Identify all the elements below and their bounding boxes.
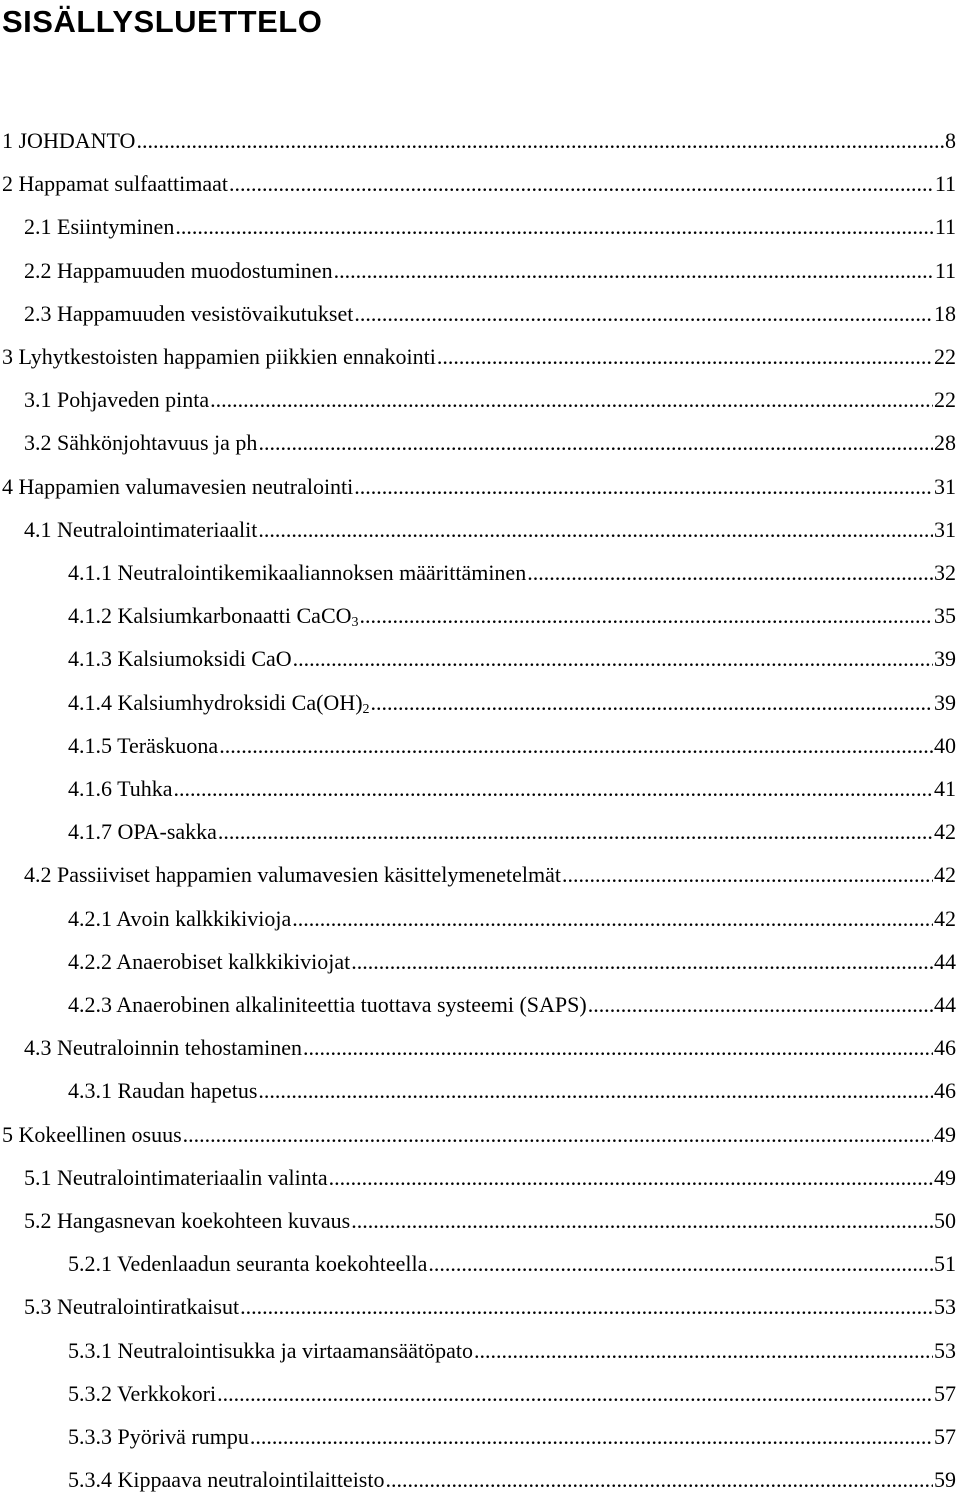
- toc-dot-leader: [351, 1206, 933, 1236]
- toc-entry-label: 5.2.1 Vedenlaadun seuranta koekohteella: [68, 1251, 428, 1276]
- toc-entry-label: 2.2 Happamuuden muodostuminen: [24, 258, 333, 283]
- toc-dot-leader: [334, 256, 934, 286]
- toc-entry-label: 4.1.6 Tuhka: [68, 776, 173, 801]
- toc-page-number: 44: [934, 949, 956, 974]
- toc-entry-label: 5.3.1 Neutralointisukka ja virtaamansäätöpato: [68, 1338, 474, 1363]
- toc-page-number: 22: [934, 387, 956, 412]
- toc-page-number: 31: [934, 474, 956, 499]
- toc-entry-label: 4.3.1 Raudan hapetus: [68, 1078, 258, 1103]
- toc-entry-label: 4.1.7 OPA-sakka: [68, 819, 217, 844]
- toc-dot-leader: [175, 212, 933, 242]
- toc-entry-label: 4.1.4 Kalsiumhydroksidi $Ca(OH)_2$: [68, 690, 370, 717]
- toc-dot-leader: [351, 947, 933, 977]
- toc-dot-leader: [219, 731, 933, 761]
- toc-dot-leader: [527, 558, 933, 588]
- toc-entry-label: 5.3.2 Verkkokori: [68, 1381, 217, 1406]
- toc-entry[interactable]: [2, 342, 956, 372]
- toc-page-number: 39: [934, 646, 956, 671]
- toc-entry[interactable]: [68, 601, 956, 631]
- toc-entry[interactable]: [24, 299, 956, 329]
- toc-entry-label: 5.1 Neutralointimateriaalin valinta: [24, 1165, 328, 1190]
- toc-dot-leader: [588, 990, 933, 1020]
- toc-entry[interactable]: [68, 1076, 956, 1106]
- toc-dot-leader: [360, 601, 933, 631]
- toc-page-number: 42: [934, 862, 956, 887]
- toc-entry-label: 4.3 Neutraloinnin tehostaminen: [24, 1035, 302, 1060]
- toc-dot-leader: [229, 169, 934, 199]
- toc-entry[interactable]: [24, 385, 956, 415]
- toc-dot-leader: [437, 342, 933, 372]
- toc-page-number: 8: [945, 128, 956, 153]
- toc-dot-leader: [136, 126, 944, 156]
- toc-entry-label: 4.2 Passiiviset happamien valumavesien käsittelymenetelmät: [24, 862, 562, 887]
- toc-page-number: 51: [934, 1251, 956, 1276]
- toc-dot-leader: [428, 1249, 933, 1279]
- toc-entry[interactable]: [68, 1336, 956, 1366]
- toc-dot-leader: [258, 515, 933, 545]
- toc-entry-label: 2.3 Happamuuden vesistövaikutukset: [24, 301, 354, 326]
- toc-entry[interactable]: [68, 774, 956, 804]
- toc-dot-leader: [258, 428, 933, 458]
- toc-entry[interactable]: [2, 1120, 956, 1150]
- toc-entry-label: 5.2 Hangasnevan koekohteen kuvaus: [24, 1208, 351, 1233]
- toc-dot-leader: [240, 1292, 933, 1322]
- toc-entry-label: 5 Kokeellinen osuus: [2, 1122, 182, 1147]
- toc-page-number: 42: [934, 819, 956, 844]
- toc-entry[interactable]: [24, 1292, 956, 1322]
- page-title: SISÄLLYSLUETTELO: [2, 4, 323, 39]
- toc-dot-leader: [293, 644, 933, 674]
- toc-page-number: 35: [934, 603, 956, 628]
- toc-dot-leader: [217, 1379, 933, 1409]
- toc-entry-label: 4.2.1 Avoin kalkkikivioja: [68, 906, 292, 931]
- toc-dot-leader: [562, 860, 933, 890]
- toc-entry-label: 3 Lyhytkestoisten happamien piikkien ennakointi: [2, 344, 436, 369]
- toc-dot-leader: [292, 904, 933, 934]
- toc-entry-label: 5.3 Neutralointiratkaisut: [24, 1294, 240, 1319]
- toc-page-number: 40: [934, 733, 956, 758]
- toc-entry[interactable]: [68, 1379, 956, 1409]
- toc-entry[interactable]: [2, 126, 956, 156]
- toc-entry[interactable]: [24, 860, 956, 890]
- toc-entry-label: 3.2 Sähkönjohtavuus ja ph: [24, 430, 258, 455]
- toc-page-number: 11: [934, 258, 956, 283]
- toc-entry-label: 4.2.3 Anaerobinen alkaliniteettia tuottava systeemi (SAPS): [68, 992, 587, 1017]
- toc-entry-label: 4.1 Neutralointimateriaalit: [24, 517, 258, 542]
- toc-page-number: 57: [934, 1424, 956, 1449]
- toc-dot-leader: [174, 774, 933, 804]
- toc-entry-label: 5.3.4 Kippaava neutralointilaitteisto: [68, 1467, 385, 1492]
- toc-page-number: 44: [934, 992, 956, 1017]
- toc-dot-leader: [329, 1163, 933, 1193]
- toc-entry[interactable]: [68, 1422, 956, 1452]
- toc-entry-label: 2.1 Esiintyminen: [24, 214, 175, 239]
- toc-page-number: 49: [934, 1165, 956, 1190]
- toc-dot-leader: [210, 385, 933, 415]
- toc-page-number: 39: [934, 690, 956, 715]
- toc-dot-leader: [183, 1120, 933, 1150]
- toc-page-number: 53: [934, 1338, 956, 1363]
- toc-page-number: 59: [934, 1467, 956, 1492]
- toc-entry[interactable]: [68, 644, 956, 674]
- toc-entry-subscript: 3: [351, 615, 359, 630]
- toc-dot-leader: [474, 1336, 933, 1366]
- toc-entry[interactable]: [68, 1465, 956, 1495]
- toc-page-number: 42: [934, 906, 956, 931]
- toc-page-number: 22: [934, 344, 956, 369]
- toc-dot-leader: [250, 1422, 933, 1452]
- toc-page-number: 28: [934, 430, 956, 455]
- toc-page-number: 46: [934, 1035, 956, 1060]
- toc-entry[interactable]: [24, 515, 956, 545]
- toc-dot-leader: [371, 688, 933, 718]
- toc-dot-leader: [354, 299, 933, 329]
- toc-entry[interactable]: [68, 731, 956, 761]
- toc-entry[interactable]: [68, 558, 956, 588]
- toc-entry[interactable]: [2, 169, 956, 199]
- toc-entry-label: 4.2.2 Anaerobiset kalkkikiviojat: [68, 949, 351, 974]
- toc-entry[interactable]: [68, 904, 956, 934]
- toc-entry[interactable]: [24, 212, 956, 242]
- toc-entry-label: 4.1.2 Kalsiumkarbonaatti CaCO$_3$: [68, 603, 359, 630]
- toc-entry[interactable]: [24, 1163, 956, 1193]
- toc-entry[interactable]: [24, 256, 956, 286]
- toc-entry[interactable]: [24, 1206, 956, 1236]
- toc-dot-leader: [303, 1033, 933, 1063]
- toc-entry[interactable]: [68, 817, 956, 847]
- toc-entry-label: 2 Happamat sulfaattimaat: [2, 171, 229, 196]
- toc-entry[interactable]: [68, 1249, 956, 1279]
- toc-dot-leader: [354, 472, 933, 502]
- toc-page-number: 41: [934, 776, 956, 801]
- toc-dot-leader: [258, 1076, 933, 1106]
- toc-entry[interactable]: [68, 947, 956, 977]
- toc-page-number: 18: [934, 301, 956, 326]
- toc-page-number: 11: [934, 214, 956, 239]
- toc-entry-subscript: 2: [362, 702, 370, 717]
- toc-entry[interactable]: [68, 990, 956, 1020]
- toc-page-number: 53: [934, 1294, 956, 1319]
- toc-page-number: 49: [934, 1122, 956, 1147]
- toc-entry-label: 3.1 Pohjaveden pinta: [24, 387, 210, 412]
- toc-entry-label: 5.3.3 Pyörivä rumpu: [68, 1424, 249, 1449]
- toc-page-number: 50: [934, 1208, 956, 1233]
- toc-entry-label: 4.1.3 Kalsiumoksidi CaO: [68, 646, 292, 671]
- toc-page-number: 57: [934, 1381, 956, 1406]
- toc-dot-leader: [218, 817, 933, 847]
- toc-page-number: 31: [934, 517, 956, 542]
- toc-entry[interactable]: [24, 1033, 956, 1063]
- toc-entry[interactable]: [2, 472, 956, 502]
- toc-dot-leader: [385, 1465, 933, 1495]
- toc-entry[interactable]: [24, 428, 956, 458]
- toc-entry[interactable]: [68, 688, 956, 718]
- toc-entry-label: 4 Happamien valumavesien neutralointi: [2, 474, 354, 499]
- toc-page-number: 11: [934, 171, 956, 196]
- toc-entry-label: 4.1.1 Neutralointikemikaaliannoksen määrittäminen: [68, 560, 527, 585]
- toc-entry-label: 4.1.5 Teräskuona: [68, 733, 219, 758]
- toc-page-number: 32: [934, 560, 956, 585]
- toc-entry-label: 1 JOHDANTO: [2, 128, 136, 153]
- toc-page-number: 46: [934, 1078, 956, 1103]
